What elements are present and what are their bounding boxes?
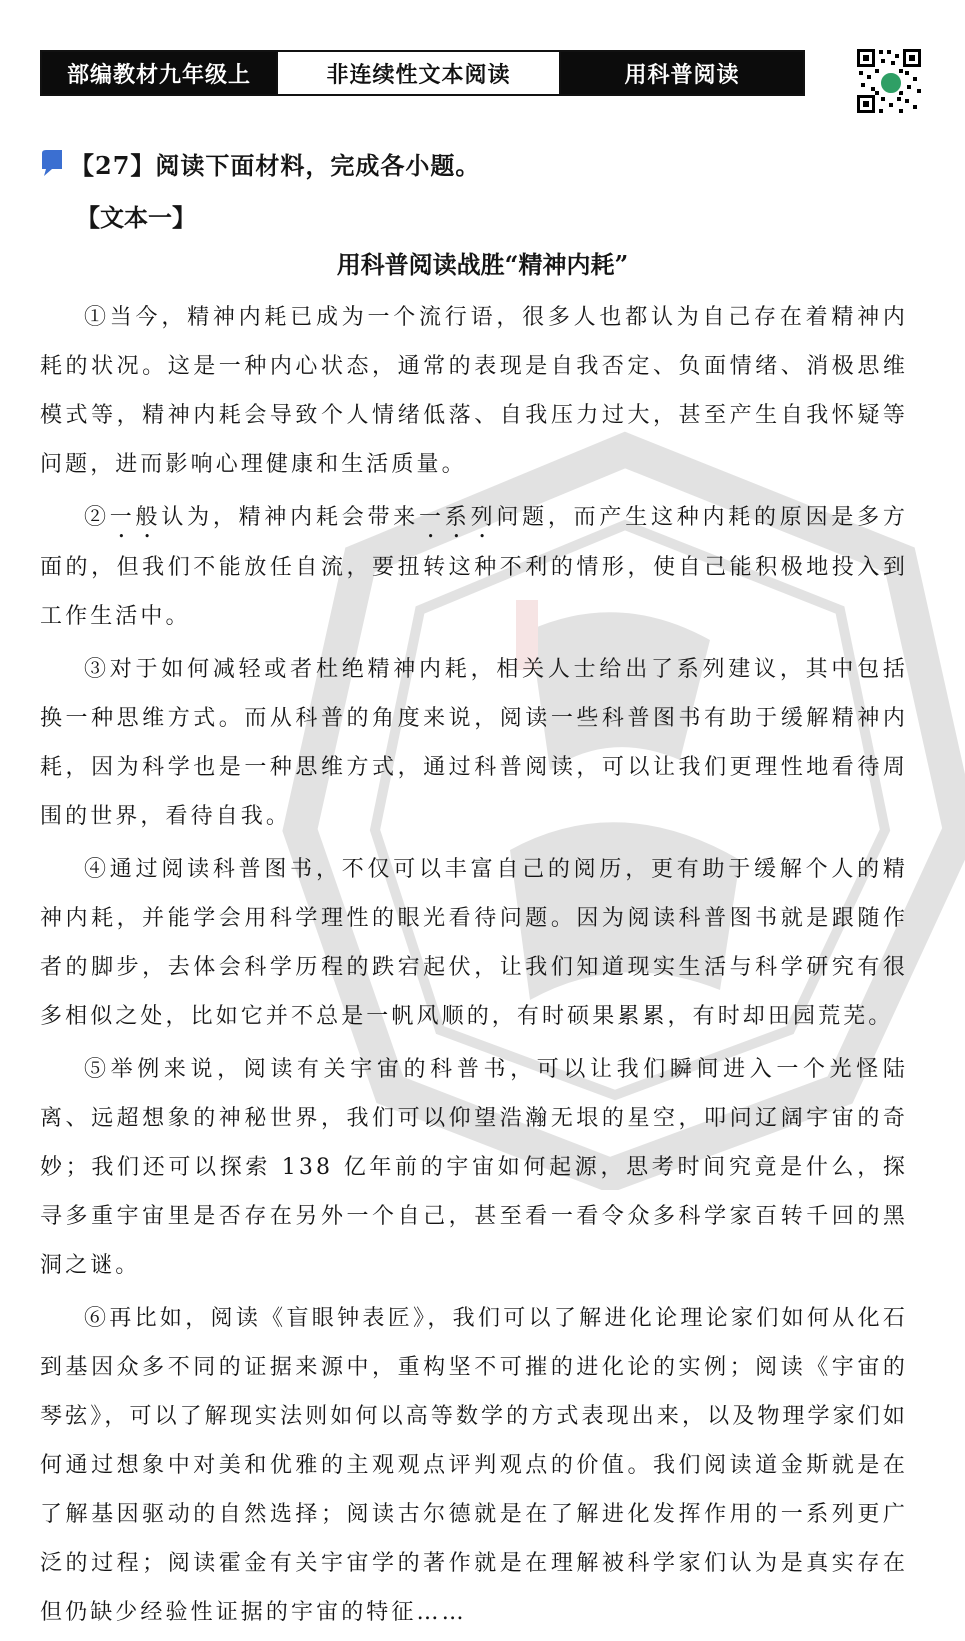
emphasized-word-yixilie: 一系列 <box>419 505 497 530</box>
question-instruction: 阅读下面材料，完成各小题。 <box>155 150 481 180</box>
header-unit-label: 用科普阅读 <box>561 52 803 94</box>
section-label: 【文本一】 <box>76 203 196 232</box>
paragraph-6: ⑥再比如，阅读《盲眼钟表匠》，我们可以了解进化论理论家们如何从化石到基因众多不同的证据来源中，重构坚不可摧的进化论的实例；阅读《宇宙的琴弦》，可以了解现实法则如何以高等数学的方式表现出来，以及物理学家们如何通过想象中对美和优雅的主观观点评判观点的价值。我们阅读道金斯就是在了解基因驱动的自然选择；阅读古尔德就是在了解进化发挥作用的一系列更广泛的过程；阅读霍金有关宇宙学的著作就是在理解被科学家们认为是真实存在但仍缺少经验性证据的宇宙的特征…… <box>40 1306 908 1625</box>
qr-logo-icon <box>879 71 903 95</box>
question-header <box>40 143 480 183</box>
article-body <box>40 293 908 1641</box>
paragraph-1: ①当今，精神内耗已成为一个流行语，很多人也都认为自己存在着精神内耗的状况。这是一种内心状态，通常的表现是自我否定、负面情绪、消极思维模式等，精神内耗会导致个人情绪低落、自我压力过大，甚至产生自我怀疑等问题，进而影响心理健康和生活质量。 <box>40 305 908 477</box>
paragraph-3: ③对于如何减轻或者杜绝精神内耗，相关人士给出了系列建议，其中包括换一种思维方式。而从科普的角度来说，阅读一些科普图书有助于缓解精神内耗，因为科学也是一种思维方式，通过科普阅读，可以让我们更理性地看待周围的世界，看待自我。 <box>40 657 908 829</box>
qr-code[interactable] <box>855 47 923 115</box>
question-number: 【27】 <box>70 150 156 180</box>
paragraph-2-text-a: 认为，精神内耗会带来 <box>161 505 420 530</box>
paragraph-4: ④通过阅读科普图书，不仅可以丰富自己的阅历，更有助于缓解个人的精神内耗，并能学会用科学理性的眼光看待问题。因为阅读科普图书就是跟随作者的脚步，去体会科学历程的跌宕起伏，让我们知道现实生活与科学研究有很多相似之处，比如它并不总是一帆风顺的，有时硕果累累，有时却田园荒芜。 <box>40 857 908 1029</box>
header-topic-label: 非连续性文本阅读 <box>276 52 561 94</box>
paragraph-2-number: ② <box>84 505 110 530</box>
bookmark-icon <box>40 149 64 177</box>
article-title: 用科普阅读战胜“精神内耗” <box>336 250 629 279</box>
paragraph-2 <box>40 493 908 641</box>
paragraph-5: ⑤举例来说，阅读有关宇宙的科普书，可以让我们瞬间进入一个光怪陆离、远超想象的神秘世界，我们可以仰望浩瀚无垠的星空，叩问辽阔宇宙的奇妙；我们还可以探索 138 亿年前的宇宙如何起源，思考时间究竟是什么，探寻多重宇宙里是否存在另外一个自己，甚至看一看令众多科学家百转千回的黑洞之谜。 <box>40 1057 908 1278</box>
paragraph-2-text-b: 问题，而产生这种内耗的原因是多方面的，但我们不能放任自流，要扭转这种不利的情形，使自己能积极地投入到工作生活中。 <box>40 505 908 629</box>
header-bar <box>40 50 805 96</box>
emphasized-word-yiban: 一般 <box>109 505 162 530</box>
header-grade-label: 部编教材九年级上 <box>42 52 276 94</box>
